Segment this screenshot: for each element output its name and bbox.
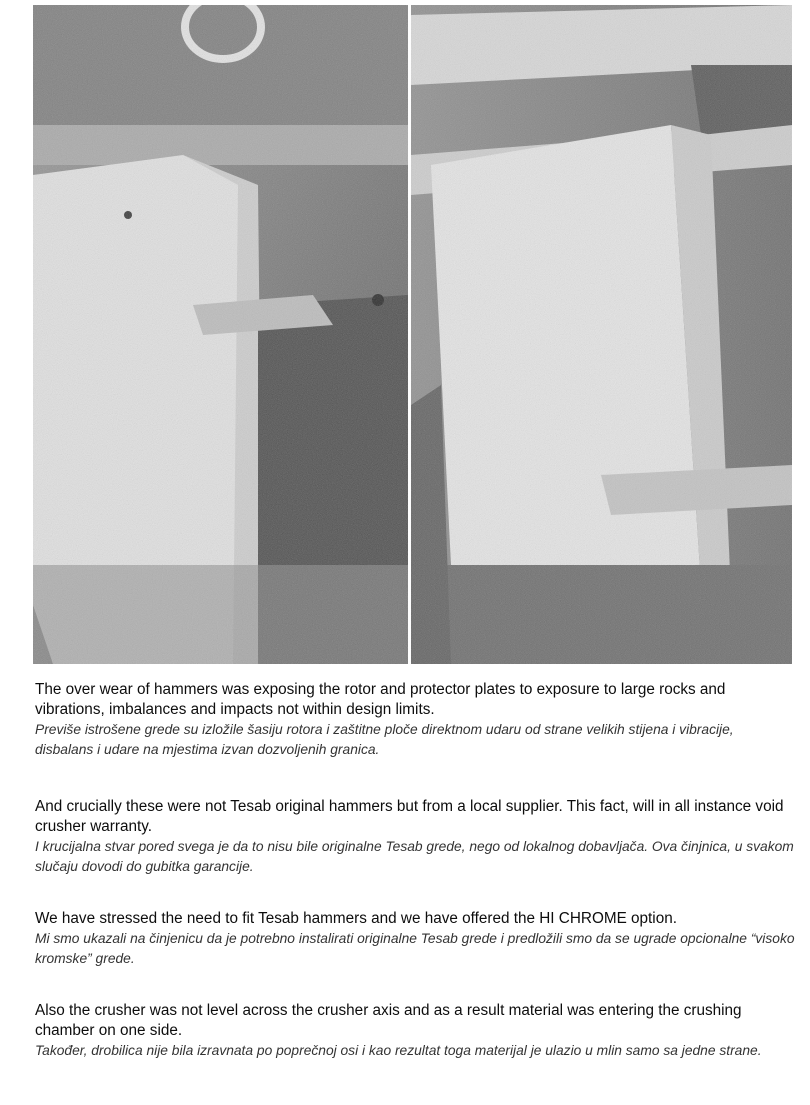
photo-worn-hammers-right [411, 5, 792, 664]
photo-panel [33, 5, 792, 664]
paragraph-croatian: Također, drobilica nije bila izravnata po poprečnoj osi i kao rezultat toga materijal je ulazio u mlin samo sa jedne strane. [35, 1043, 762, 1058]
paragraph-fit-tesab-hammers [35, 909, 795, 969]
paragraph-croatian: Mi smo ukazali na činjenicu da je potrebno instalirati originalne Tesab grede i predložili smo da se ugrade opcionalne “visoko kromske” grede. [35, 931, 795, 966]
paragraph-english: We have stressed the need to fit Tesab hammers and we have offered the HI CHROME option. [35, 910, 677, 927]
photo-worn-hammers-left [33, 5, 408, 664]
paragraph-english: Also the crusher was not level across the crusher axis and as a result material was entering the crushing chamber on one side. [35, 1002, 742, 1039]
paragraph-croatian: I krucijalna stvar pored svega je da to nisu bile originalne Tesab grede, nego od lokalnog dobavljača. Ova činjnica, u svakom slučaju dovodi do gubitka garancije. [35, 839, 794, 874]
paragraph-hammer-wear [35, 680, 795, 760]
paragraph-english: The over wear of hammers was exposing the rotor and protector plates to exposure to large rocks and vibrations, imbalances and impacts not within design limits. [35, 681, 726, 718]
paragraph-croatian: Previše istrošene grede su izložile šasiju rotora i zaštitne ploče direktnom udaru od strane velikih stijena i vibracije, disbalans i udare na mjestima izvan dozvoljenih granica. [35, 722, 734, 757]
paragraph-english: And crucially these were not Tesab original hammers but from a local supplier. This fact, will in all instance void crusher warranty. [35, 798, 784, 835]
paragraph-non-original-hammers [35, 797, 795, 877]
paragraph-crusher-level [35, 1001, 795, 1061]
